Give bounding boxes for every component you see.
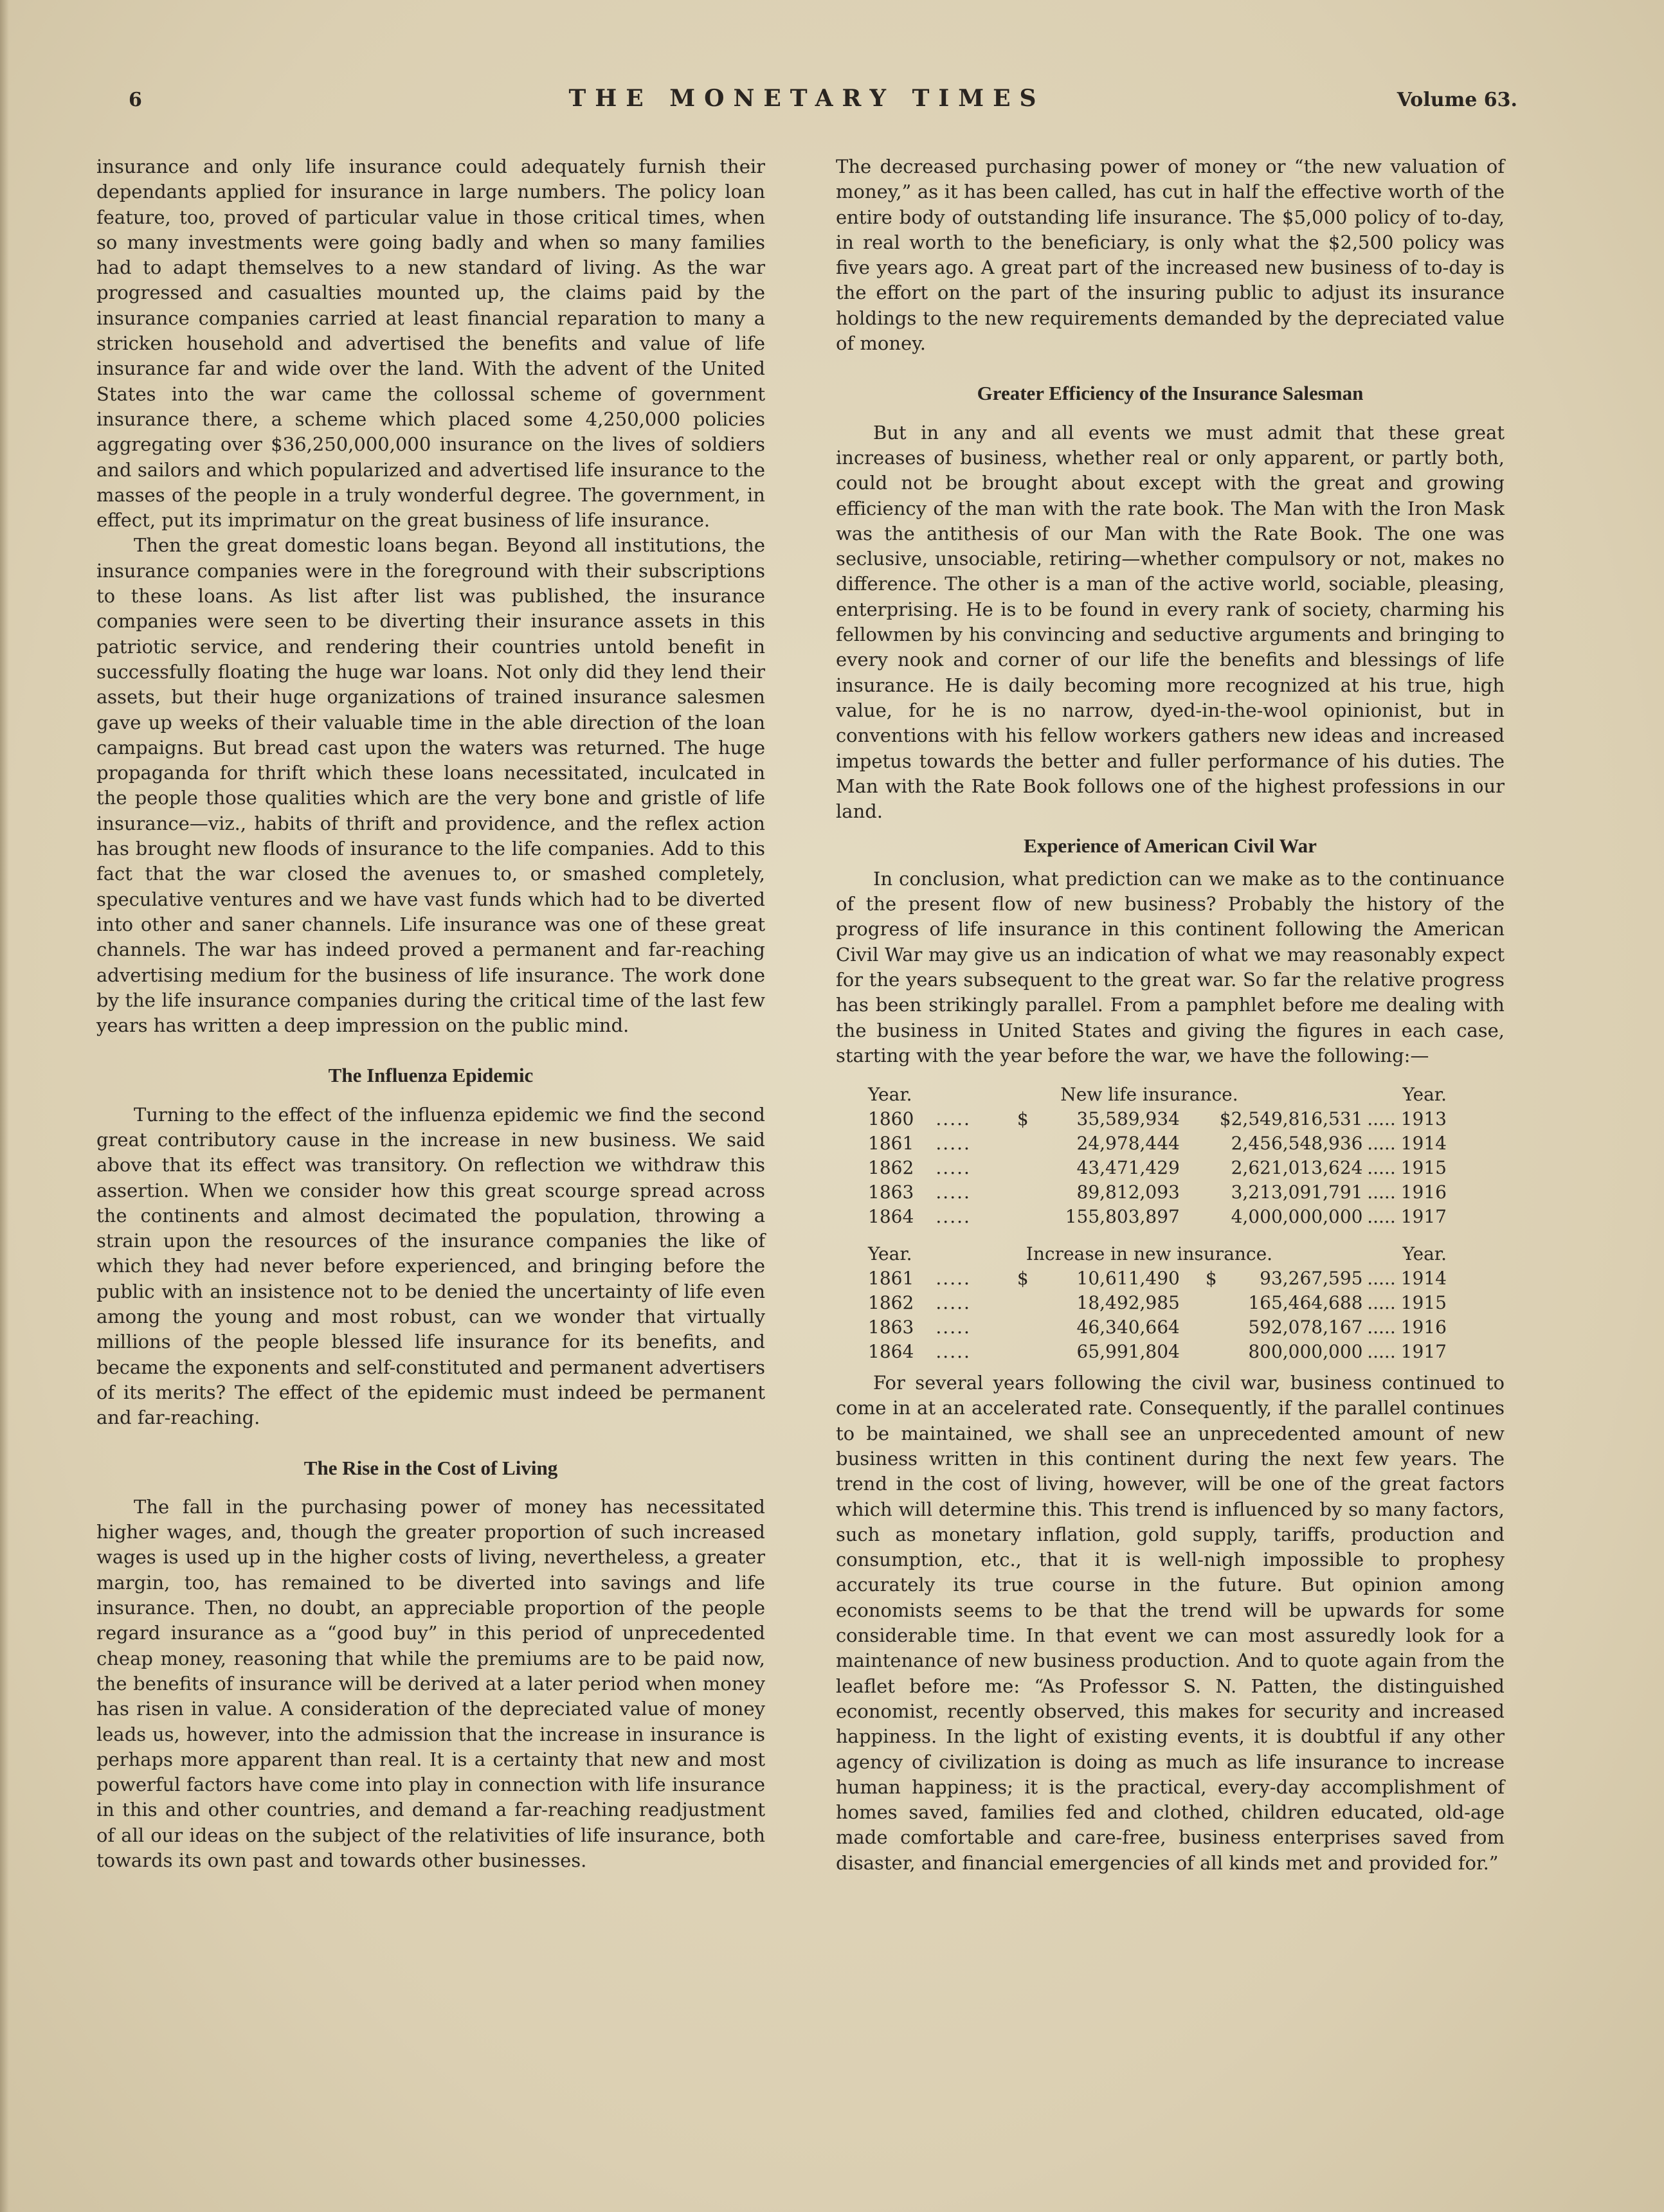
year-cell: 1863 [868, 1317, 914, 1338]
year-text: 1916 [1400, 1317, 1447, 1338]
value-cell: 18,492,985 [1076, 1292, 1180, 1314]
paragraph: insurance and only life insurance could adequately furnish their dependants applied for insurance in large numbers. The policy loan feature, too, proved of particular value in those critical times, when so many investments were going badly and when so many families had to adapt themselves to a new standard of living. As the war progressed and casualties mounted up, the claims paid by the insurance companies carried at least financial reparation to many a stricken household and advertised the benefits and value of life insurance far and wide over the land. With the advent of the United States into the war came the collossal scheme of government insurance there, a scheme which placed some 4,250,000 policies aggregating over $36,250,000,000 insurance on the lives of soldiers and sailors and which popularized and advertised life insurance to the masses of the people in a truly wonderful degree. The government, in effect, put its imprimatur on the great business of life insurance. [96, 156, 765, 532]
leader-dots: ..... [1367, 1108, 1396, 1130]
leader-dots: ..... [1367, 1268, 1396, 1290]
section-heading-civil-war: Experience of American Civil War [1024, 834, 1317, 858]
table-row [868, 1315, 1447, 1340]
leader-dots: ..... [1367, 1182, 1396, 1203]
year-cell [1362, 1180, 1447, 1205]
currency-sign [1017, 1291, 1038, 1315]
paragraph: In conclusion, what prediction can we make as to the continuance of the present flow of new business? Probably the history of the progress of life insurance in this continent following the American Civil War may give us an indication of what we may reasonably expect for the years subsequent to the great war. So far the relative progress has been strikingly parallel. From a pamphlet before me dealing with the business in United States and giving the figures in each case, starting with the year before the war, we have the following:— [836, 867, 1505, 1066]
table-row [868, 1205, 1447, 1229]
table-header-row [868, 1083, 1447, 1107]
leader-dots: ..... [936, 1268, 971, 1290]
table-row [868, 1180, 1447, 1205]
spacer-cell [868, 1229, 1447, 1242]
leader-dots: ..... [936, 1317, 971, 1338]
leader-dots: ..... [936, 1292, 971, 1314]
leader-dots: ..... [936, 1133, 971, 1155]
publication-title: THE MONETARY TIMES [568, 85, 1045, 112]
year-cell [1362, 1205, 1447, 1229]
column-header-year: Year. [1402, 1084, 1447, 1106]
currency-sign: $ [1017, 1268, 1029, 1290]
value-cell [1180, 1131, 1363, 1156]
leader-dots: ..... [936, 1157, 971, 1179]
leader-dots: ..... [1367, 1292, 1396, 1314]
currency-sign [1017, 1156, 1038, 1180]
value-cell: 24,978,444 [1076, 1133, 1180, 1155]
volume-label: Volume 63. [1397, 89, 1517, 111]
value-cell: 65,991,804 [1076, 1341, 1180, 1363]
leader-dots: ..... [1367, 1341, 1396, 1363]
leader-dots: ..... [1367, 1317, 1396, 1338]
year-text: 1916 [1400, 1182, 1447, 1203]
year-text: 1914 [1400, 1133, 1447, 1155]
table-caption: New life insurance. [1060, 1084, 1238, 1106]
paragraph: But in any and all events we must admit that these great increases of business, whether real or only apparent, or partly both, could not be brought about except with the great and growing efficiency of the man with the rate book. The Man with the Iron Mask was the antithesis of our Man with the Rate Book. The one was seclusive, unsociable, retiring—whether compulsory or not, makes no difference. The other is a man of the active world, sociable, pleasing, enterprising. He is to be found in every rank of society, charming his fellowmen by his convincing and seductive arguments and bringing to every nook and corner of our life the benefits and blessings of life insurance. He is daily becoming more recognized at his true, high value, for he is no narrow, dyed-in-the-wool opinionist, but in conventions with his fellow workers gathers new ideas and increased impetus towards the better and fuller performance of his duties. The Man with the Rate Book follows one of the highest professions in our land. [836, 421, 1505, 823]
year-cell: 1862 [868, 1157, 914, 1179]
paragraph: Turning to the effect of the influenza epidemic we find the second great contributory cause in the increase in new business. We said above that its effect was transitory. On reflection we withdraw this assertion. When we consider how this great scourge spread across the continents and almost decimated the population, throwing a strain upon the resources of the insurance companies the like of which they had never before experienced, and bringing before the public with an insistence not to be denied the uncertainty of life even among the young and most robust, can we wonder that virtually millions of the people blessed life insurance for its benefits, and became the exponents and self-constituted and permanent advertisers of its merits? The effect of the epidemic must indeed be permanent and far-reaching. [96, 1103, 765, 1429]
year-cell: 1861 [868, 1268, 914, 1290]
value-text: 165,464,688 [1248, 1292, 1363, 1314]
table-row [868, 1156, 1447, 1180]
column-header-year: Year. [868, 1084, 912, 1106]
value-cell: 43,471,429 [1076, 1157, 1180, 1179]
year-text: 1913 [1400, 1108, 1447, 1130]
year-cell: 1861 [868, 1133, 914, 1155]
value-cell: 10,611,490 [1076, 1268, 1180, 1290]
value-text: 800,000,000 [1248, 1341, 1363, 1363]
page-number: 6 [129, 89, 142, 111]
currency-sign: $ [1017, 1108, 1029, 1130]
value-text: 592,078,167 [1248, 1317, 1363, 1338]
value-cell [1180, 1156, 1363, 1180]
section-heading-salesman: Greater Efficiency of the Insurance Salesman [977, 382, 1364, 405]
year-cell [1362, 1266, 1447, 1291]
insurance-figures-table [868, 1083, 1447, 1364]
value-cell [1180, 1315, 1363, 1340]
table-row [868, 1291, 1447, 1315]
value-cell: 46,340,664 [1076, 1317, 1180, 1338]
paragraph: Then the great domestic loans began. Beyond all institutions, the insurance companies were in the foreground with their subscriptions to these loans. As list after list was published, the insurance companies were seen to be diverting their insurance assets in this patriotic service, and rendering their countries untold benefit in successfully floating the huge war loans. Not only did they lend their assets, but their huge organizations of trained insurance salesmen gave up weeks of their valuable time in the able direction of the loan campaigns. But bread cast upon the waters was returned. The huge propaganda for thrift which these loans necessitated, inculcated in the people those qualities which are the very bone and gristle of life insurance—viz., habits of thrift and providence, and the reflex action has brought new floods of insurance to the life companies. Add to this fact that the war closed the avenues to, or smashed completely, speculative ventures and we have vast funds which had to be diverted into other and saner channels. Life insurance was one of these great channels. The war has indeed proved a permanent and far-reaching advertising medium for the business of life insurance. The work done by the life insurance companies during the critical time of the last few years has written a deep impression on the public mind. [96, 534, 765, 1037]
table-row [868, 1266, 1447, 1291]
column-header-year: Year. [1402, 1243, 1447, 1265]
leader-dots: ..... [936, 1108, 971, 1130]
year-text: 1915 [1400, 1157, 1447, 1179]
value-cell: 89,812,093 [1076, 1182, 1180, 1203]
year-cell: 1864 [868, 1206, 914, 1228]
year-text: 1917 [1400, 1206, 1447, 1228]
table-row [868, 1340, 1447, 1364]
currency-sign [1017, 1131, 1038, 1156]
table-caption: Increase in new insurance. [1026, 1243, 1273, 1265]
leader-dots: ..... [936, 1182, 971, 1203]
year-cell [1362, 1291, 1447, 1315]
value-cell [1180, 1266, 1363, 1291]
value-cell: 155,803,897 [1065, 1206, 1180, 1228]
leader-dots: ..... [936, 1341, 971, 1363]
year-cell: 1860 [868, 1108, 914, 1130]
year-cell [1362, 1107, 1447, 1131]
section-heading-influenza: The Influenza Epidemic [328, 1064, 534, 1087]
year-cell: 1864 [868, 1341, 914, 1363]
paragraph: The decreased purchasing power of money or “the new valuation of money,” as it has been called, has cut in half the effective worth of the entire body of outstanding life insurance. The $5,000 policy of to-day, in real worth to the beneficiary, is only what the $2,500 policy was five years ago. A great part of the increased new business of to-day is the effort on the part of the insuring public to adjust its insurance holdings to the new requirements demanded by the depreciated value of money. [836, 156, 1505, 355]
leader-dots: ..... [936, 1206, 971, 1228]
year-cell: 1863 [868, 1182, 914, 1203]
table-header-row [868, 1242, 1447, 1266]
value-text: 4,000,000,000 [1231, 1206, 1363, 1228]
left-column [96, 154, 765, 1873]
year-text: 1917 [1400, 1341, 1447, 1363]
paragraph: For several years following the civil war, business continued to come in at an accelerated rate. Consequently, if the parallel continues to be maintained, we shall see an unprecedented amount of new business written in this continent during the next few years. The trend in the cost of living, however, will be one of the great factors which will determine this. This trend is influenced by so many factors, such as monetary inflation, gold supply, tariffs, production and consumption, etc., that it is well-nigh impossible to prophesy accurately its true course in the future. But opinion among economists seems to be that the trend will be upwards for some considerable time. In that event we can most assuredly look for a maintenance of new business production. And to quote again from the leaflet before me: “As Professor S. N. Patten, the distinguished economist, recently observed, this makes for security and increased happiness. In the light of existing events, it is doubtful if any other agency of civilization is doing as much as life insurance to increase human happiness; it is the practical, every-day accomplishment of homes saved, families fed and clothed, children educated, old-age made comfortable and care-free, business enterprises saved from disaster, and financial emergencies of all kinds met and provided for.” [836, 1372, 1505, 1874]
currency-sign: $ [1205, 1268, 1217, 1290]
table-row [868, 1107, 1447, 1131]
currency-sign [1017, 1205, 1038, 1229]
paragraph: The fall in the purchasing power of money has necessitated higher wages, and, though the greater proportion of such increased wages is used up in the higher costs of living, nevertheless, a greater margin, too, has remained to be diverted into savings and life insurance. Then, no doubt, an appreciable proportion of the people regard insurance as a “good buy” in this period of unprecedented cheap money, reasoning that while the premiums are to be paid now, the benefits of insurance will be derived at a later period when money has risen in value. A consideration of the depreciated value of money leads us, however, into the admission that the increase in insurance is perhaps more apparent than real. It is a certainty that new and most powerful factors have come into play in connection with life insurance in this and other countries, and demand a far-reaching readjustment of all our ideas on the subject of the relativities of life insurance, both towards its own past and towards other businesses. [96, 1495, 765, 1871]
value-cell [1180, 1291, 1363, 1315]
currency-sign [1017, 1315, 1038, 1340]
value-text: 2,456,548,936 [1231, 1133, 1363, 1155]
page-edge-shadow [0, 0, 9, 2212]
leader-dots: ..... [1367, 1133, 1396, 1155]
year-cell: 1862 [868, 1292, 914, 1314]
section-heading-cost-of-living: The Rise in the Cost of Living [303, 1456, 558, 1479]
value-cell [1180, 1180, 1363, 1205]
value-text: 93,267,595 [1260, 1268, 1363, 1290]
year-cell [1362, 1315, 1447, 1340]
year-cell [1362, 1131, 1447, 1156]
column-header-year: Year. [868, 1243, 912, 1265]
leader-dots: ..... [1367, 1206, 1396, 1228]
currency-sign [1017, 1340, 1038, 1364]
right-column [836, 154, 1505, 1876]
year-text: 1914 [1400, 1268, 1447, 1290]
year-cell [1362, 1340, 1447, 1364]
table-row [868, 1131, 1447, 1156]
value-cell [1180, 1340, 1363, 1364]
value-cell [1180, 1205, 1363, 1229]
currency-sign [1017, 1180, 1038, 1205]
running-header [96, 84, 1517, 122]
value-cell: 35,589,934 [1076, 1108, 1180, 1130]
year-text: 1915 [1400, 1292, 1447, 1314]
value-text: 2,621,013,624 [1231, 1157, 1363, 1179]
leader-dots: ..... [1367, 1157, 1396, 1179]
table-spacer [868, 1229, 1447, 1242]
value-text: 3,213,091,791 [1231, 1182, 1363, 1203]
value-cell [1180, 1107, 1363, 1131]
year-cell [1362, 1156, 1447, 1180]
value-text: $2,549,816,531 [1219, 1108, 1363, 1130]
